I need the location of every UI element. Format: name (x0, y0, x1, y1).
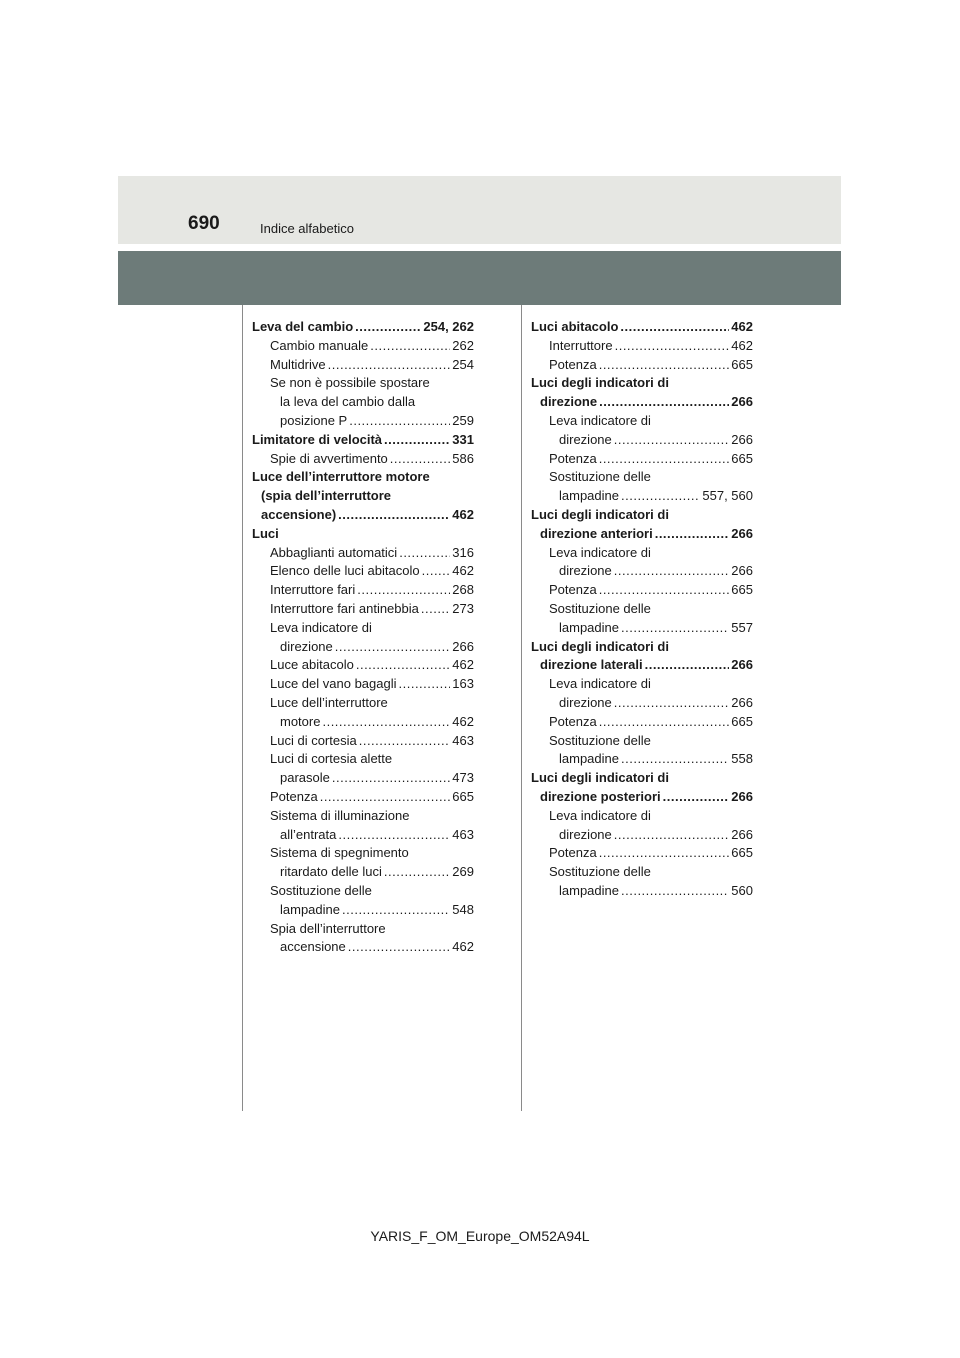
index-term-text: Leva del cambio (252, 319, 354, 334)
index-term-text: direzione laterali (540, 657, 643, 673)
dot-leader (356, 656, 450, 675)
index-term-text: Se non è possibile spostare (270, 375, 430, 391)
index-subentry (531, 412, 753, 450)
page-reference[interactable]: 557 (731, 619, 753, 635)
dot-leader (335, 638, 451, 657)
dot-leader (384, 431, 450, 450)
index-term-text: Multidrive (270, 356, 326, 372)
index-subentry (252, 374, 474, 430)
header-band (118, 176, 841, 244)
page-reference[interactable]: 266 (731, 431, 753, 447)
index-term-text: motore (280, 713, 321, 729)
index-heading (252, 318, 474, 337)
index-term-text: lampadine (559, 882, 619, 898)
index-term-text: all’entrata (280, 826, 337, 842)
index-term-text: Luci (252, 525, 279, 541)
index-heading (252, 431, 474, 450)
index-term-text: Interruttore (549, 337, 613, 353)
index-subentry (252, 694, 474, 732)
index-term-text: Potenza (549, 356, 597, 372)
index-subentry (531, 581, 753, 600)
page-reference[interactable]: 665 (731, 356, 753, 372)
index-subentry (252, 807, 474, 845)
index-term-text: direzione posteriori (540, 788, 661, 804)
index-heading (531, 374, 753, 412)
section-title: Indice alfabetico (260, 221, 354, 236)
index-heading (252, 525, 474, 544)
page-reference[interactable]: 665 (452, 788, 474, 804)
index-subentry (252, 732, 474, 751)
page-reference[interactable]: 262 (452, 337, 474, 353)
dot-leader (399, 675, 451, 694)
index-term-text: posizione P (280, 412, 348, 428)
index-subentry (252, 619, 474, 657)
index-term-text: lampadine (559, 751, 619, 767)
index-term-text: (spia dell’interruttore (261, 488, 392, 504)
index-term-text: Luci degli indicatori di (531, 375, 669, 391)
page-reference[interactable]: 462 (452, 713, 474, 729)
dot-leader (614, 826, 730, 845)
index-term-text: Leva indicatore di (549, 807, 651, 823)
page-reference[interactable]: 473 (452, 770, 474, 786)
index-subentry (531, 468, 753, 506)
dot-leader (332, 769, 450, 788)
index-term-text: Leva indicatore di (549, 676, 651, 692)
index-term-text: Sostituzione delle (549, 469, 651, 485)
page-reference[interactable]: 266 (731, 694, 753, 710)
index-term-text: direzione (559, 431, 612, 447)
index-term-text: Potenza (270, 788, 318, 804)
index-term-text: Luci di cortesia alette (270, 751, 393, 767)
dot-leader (355, 318, 421, 337)
index-subentry (252, 581, 474, 600)
index-term-text: Luce dell’interruttore (270, 694, 388, 710)
index-term-text: lampadine (559, 488, 619, 504)
index-term-text: accensione) (261, 506, 337, 522)
index-term-text: Interruttore fari antinebbia (270, 600, 419, 616)
index-subentry (252, 600, 474, 619)
index-subentry (531, 600, 753, 638)
index-term-text: Spia dell’interruttore (270, 920, 386, 936)
index-subentry (252, 562, 474, 581)
index-subentry (531, 450, 753, 469)
index-term-text: Sistema di spegnimento (270, 845, 409, 861)
index-term-text: Sostituzione delle (549, 864, 651, 880)
dot-leader (338, 826, 450, 845)
dot-leader (342, 901, 450, 920)
index-subentry (252, 675, 474, 694)
page-reference[interactable]: 462 (452, 506, 474, 522)
dot-leader (357, 581, 450, 600)
column-divider-right (521, 305, 522, 1111)
page-reference[interactable]: 557, 560 (702, 488, 753, 504)
index-term-text: Luce abitacolo (270, 657, 354, 673)
dot-leader (599, 450, 730, 469)
index-column-right (531, 318, 753, 901)
index-term-text: direzione (280, 638, 333, 654)
index-subentry (252, 450, 474, 469)
index-term-text: Leva indicatore di (549, 544, 651, 560)
index-term-text: accensione (280, 939, 346, 955)
index-subentry (252, 337, 474, 356)
index-term-text: lampadine (280, 901, 340, 917)
dot-leader (599, 844, 730, 863)
index-term-text: Luce del vano bagagli (270, 676, 397, 692)
index-term-text: Limitatore di velocità (252, 431, 383, 447)
page-reference[interactable]: 266 (731, 826, 753, 842)
page-reference[interactable]: 273 (452, 600, 474, 616)
index-term-text: parasole (280, 770, 330, 786)
index-term-text: Potenza (549, 713, 597, 729)
dot-leader (599, 581, 730, 600)
index-column-left (252, 318, 474, 957)
dot-leader (621, 882, 729, 901)
page-reference[interactable]: 665 (731, 450, 753, 466)
dot-leader (620, 318, 729, 337)
dot-leader (390, 450, 451, 469)
index-subentry (252, 844, 474, 882)
page-reference[interactable]: 463 (452, 826, 474, 842)
page-reference[interactable]: 266 (731, 525, 753, 541)
index-term-text: Potenza (549, 450, 597, 466)
index-term-text: Elenco delle luci abitacolo (270, 563, 420, 579)
section-bar (118, 251, 841, 305)
page-reference[interactable]: 259 (452, 412, 474, 428)
dot-leader (599, 356, 730, 375)
index-term-text: lampadine (559, 619, 619, 635)
dot-leader (599, 713, 730, 732)
index-subentry (252, 788, 474, 807)
index-subentry (531, 356, 753, 375)
dot-leader (328, 356, 451, 375)
dot-leader (322, 713, 450, 732)
index-term-text: Sostituzione delle (549, 732, 651, 748)
page-reference[interactable]: 268 (452, 582, 474, 598)
index-term-text: Luci degli indicatori di (531, 770, 669, 786)
page-reference[interactable]: 665 (731, 845, 753, 861)
dot-leader (621, 750, 729, 769)
page-reference[interactable]: 463 (452, 732, 474, 748)
page-reference[interactable]: 266 (731, 788, 753, 804)
index-subentry (252, 656, 474, 675)
index-term-text: Potenza (549, 845, 597, 861)
index-subentry (531, 337, 753, 356)
page-reference[interactable]: 462 (731, 337, 753, 353)
index-term-text: Spie di avvertimento (270, 450, 388, 466)
dot-leader (320, 788, 451, 807)
index-term-text: Leva indicatore di (270, 619, 372, 635)
index-subentry (531, 807, 753, 845)
dot-leader (422, 562, 451, 581)
dot-leader (359, 732, 451, 751)
index-term-text: la leva del cambio dalla (280, 394, 416, 410)
index-term-text: Luci degli indicatori di (531, 638, 669, 654)
index-subentry (531, 844, 753, 863)
page-reference[interactable]: 266 (452, 638, 474, 654)
page-reference[interactable]: 269 (452, 864, 474, 880)
index-term-text: Luce dell’interruttore motore (252, 469, 430, 485)
index-subentry (252, 544, 474, 563)
page-reference[interactable]: 254 (452, 356, 474, 372)
page-reference[interactable]: 163 (452, 676, 474, 692)
page-reference[interactable]: 266 (731, 657, 753, 673)
dot-leader (399, 544, 450, 563)
index-subentry (531, 675, 753, 713)
page-reference[interactable]: 462 (452, 563, 474, 579)
page-reference[interactable]: 462 (731, 319, 753, 334)
dot-leader (621, 619, 729, 638)
page-reference[interactable]: 254, 262 (423, 319, 474, 334)
index-subentry (252, 356, 474, 375)
index-term-text: direzione (559, 563, 612, 579)
index-term-text: direzione (559, 826, 612, 842)
page-reference[interactable]: 316 (452, 544, 474, 560)
index-term-text: Potenza (549, 582, 597, 598)
dot-leader (349, 412, 450, 431)
index-subentry (531, 863, 753, 901)
index-term-text: Luci degli indicatori di (531, 506, 669, 522)
index-term-text: Sistema di illuminazione (270, 807, 410, 823)
index-heading (531, 769, 753, 807)
index-term-text: direzione anteriori (540, 525, 653, 541)
index-term-text: Cambio manuale (270, 337, 369, 353)
index-term-text: Luci abitacolo (531, 319, 619, 334)
index-term-text: Abbaglianti automatici (270, 544, 398, 560)
page-reference[interactable]: 462 (452, 939, 474, 955)
index-term-text: direzione (559, 694, 612, 710)
index-term-text: ritardato delle luci (280, 864, 382, 880)
page-reference[interactable]: 558 (731, 751, 753, 767)
index-heading (531, 506, 753, 544)
dot-leader (621, 487, 700, 506)
index-subentry (531, 713, 753, 732)
dot-leader (384, 863, 450, 882)
dot-leader (663, 788, 730, 807)
page-reference[interactable]: 266 (731, 563, 753, 579)
dot-leader (614, 431, 730, 450)
index-subentry (252, 750, 474, 788)
page-reference[interactable]: 548 (452, 901, 474, 917)
page-number: 690 (188, 213, 220, 234)
dot-leader (348, 938, 451, 957)
index-subentry (252, 882, 474, 920)
index-term-text: Luci di cortesia (270, 732, 357, 748)
dot-leader (615, 337, 730, 356)
page-reference[interactable]: 665 (731, 582, 753, 598)
index-term-text: Sostituzione delle (270, 882, 372, 898)
page-reference[interactable]: 586 (452, 450, 474, 466)
index-subentry (531, 732, 753, 770)
index-term-text: Leva indicatore di (549, 412, 651, 428)
index-subentry (531, 544, 753, 582)
dot-leader (599, 393, 729, 412)
page-reference[interactable]: 462 (452, 657, 474, 673)
index-heading (531, 318, 753, 337)
document-code: YARIS_F_OM_Europe_OM52A94L (370, 1228, 590, 1244)
page-reference[interactable]: 665 (731, 713, 753, 729)
dot-leader (370, 337, 450, 356)
column-divider-left (242, 305, 243, 1111)
index-term-text: Sostituzione delle (549, 600, 651, 616)
index-term-text: Interruttore fari (270, 582, 356, 598)
page-reference[interactable]: 266 (731, 394, 753, 410)
dot-leader (614, 694, 730, 713)
dot-leader (655, 525, 730, 544)
dot-leader (338, 506, 450, 525)
index-heading (252, 468, 474, 524)
page-reference[interactable]: 331 (452, 431, 474, 447)
index-subentry (252, 920, 474, 958)
dot-leader (645, 656, 730, 675)
dot-leader (614, 562, 730, 581)
index-term-text: direzione (540, 394, 598, 410)
dot-leader (421, 600, 450, 619)
index-heading (531, 638, 753, 676)
page-reference[interactable]: 560 (731, 882, 753, 898)
